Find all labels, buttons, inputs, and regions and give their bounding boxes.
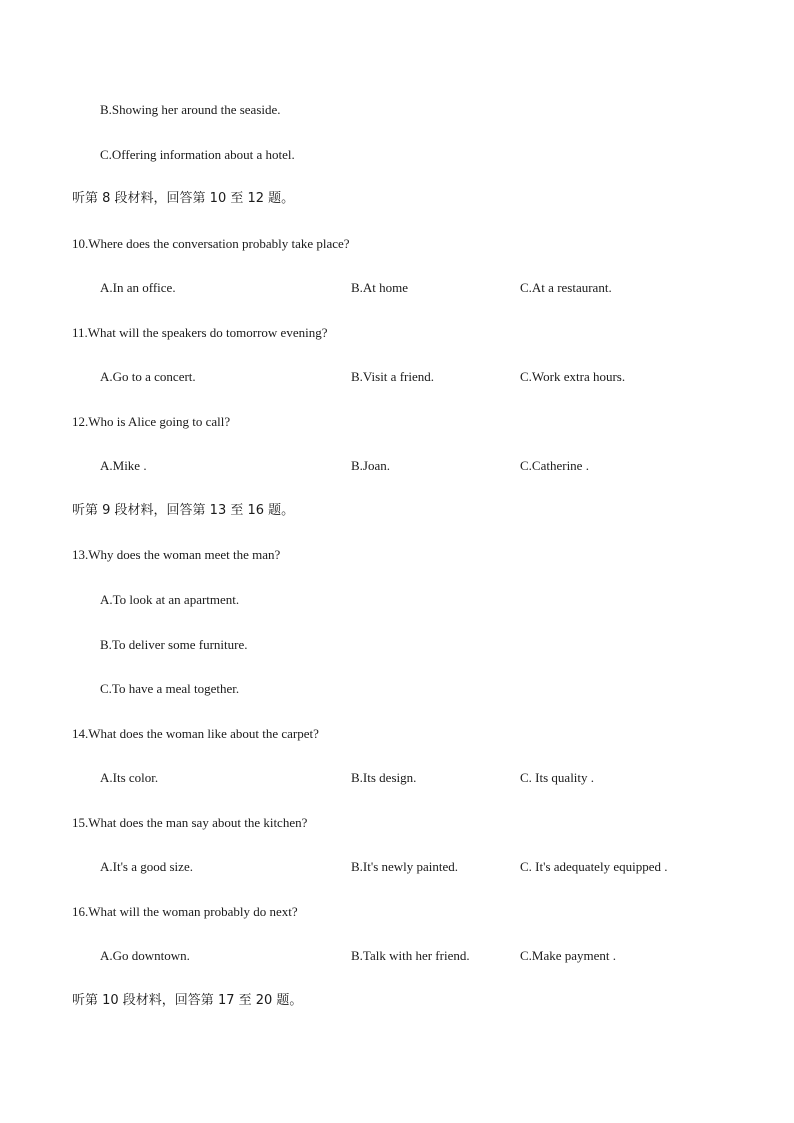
question-12-option-b: B.Joan. — [351, 458, 390, 473]
question-16: 16.What will the woman probably do next? — [72, 904, 298, 919]
question-10-option-b: B.At home — [351, 280, 409, 295]
question-16-option-b: B.Talk with her friend. — [351, 948, 470, 963]
question-15-option-b: B.It's newly painted. — [351, 859, 459, 874]
question-11-option-a: A.Go to a concert. — [100, 369, 196, 384]
question-11-option-c: C.Work extra hours. — [520, 369, 626, 384]
question-12-option-c: C.Catherine . — [520, 458, 589, 473]
question-12: 12.Who is Alice going to call? — [72, 414, 231, 429]
question-16-option-a: A.Go downtown. — [100, 948, 190, 963]
question-14-option-b: B.Its design. — [351, 770, 417, 785]
question-10: 10.Where does the conversation probably take place? — [72, 236, 350, 251]
question-12-option-a: A.Mike . — [100, 458, 147, 473]
question-15-option-a: A.It's a good size. — [100, 859, 193, 874]
question-13-option-c: C.To have a meal together. — [100, 681, 240, 696]
question-14-option-c: C. Its quality . — [520, 770, 595, 785]
question-14-option-a: A.Its color. — [100, 770, 159, 785]
option-b-text: B.Showing her around the seaside. — [100, 102, 281, 117]
question-13-option-b: B.To deliver some furniture. — [100, 637, 248, 652]
question-13-option-a: A.To look at an apartment. — [100, 592, 240, 607]
question-10-option-a: A.In an office. — [100, 280, 176, 295]
question-16-option-c: C.Make payment . — [520, 948, 617, 963]
option-c-text: C.Offering information about a hotel. — [100, 147, 295, 162]
question-14: 14.What does the woman like about the carpet? — [72, 726, 319, 741]
question-15: 15.What does the man say about the kitchen? — [72, 815, 308, 830]
question-15-option-c: C. It's adequately equipped . — [520, 859, 668, 874]
section-heading-9: 听第 9 段材料，回答第 13 至 16 题。 — [72, 503, 295, 518]
question-11-option-b: B.Visit a friend. — [351, 369, 434, 384]
question-11: 11.What will the speakers do tomorrow evening? — [72, 325, 328, 340]
section-heading-8: 听第 8 段材料，回答第 10 至 12 题。 — [72, 191, 295, 206]
section-heading-10: 听第 10 段材料，回答第 17 至 20 题。 — [72, 993, 303, 1008]
question-10-option-c: C.At a restaurant. — [520, 280, 612, 295]
question-13: 13.Why does the woman meet the man? — [72, 547, 281, 562]
